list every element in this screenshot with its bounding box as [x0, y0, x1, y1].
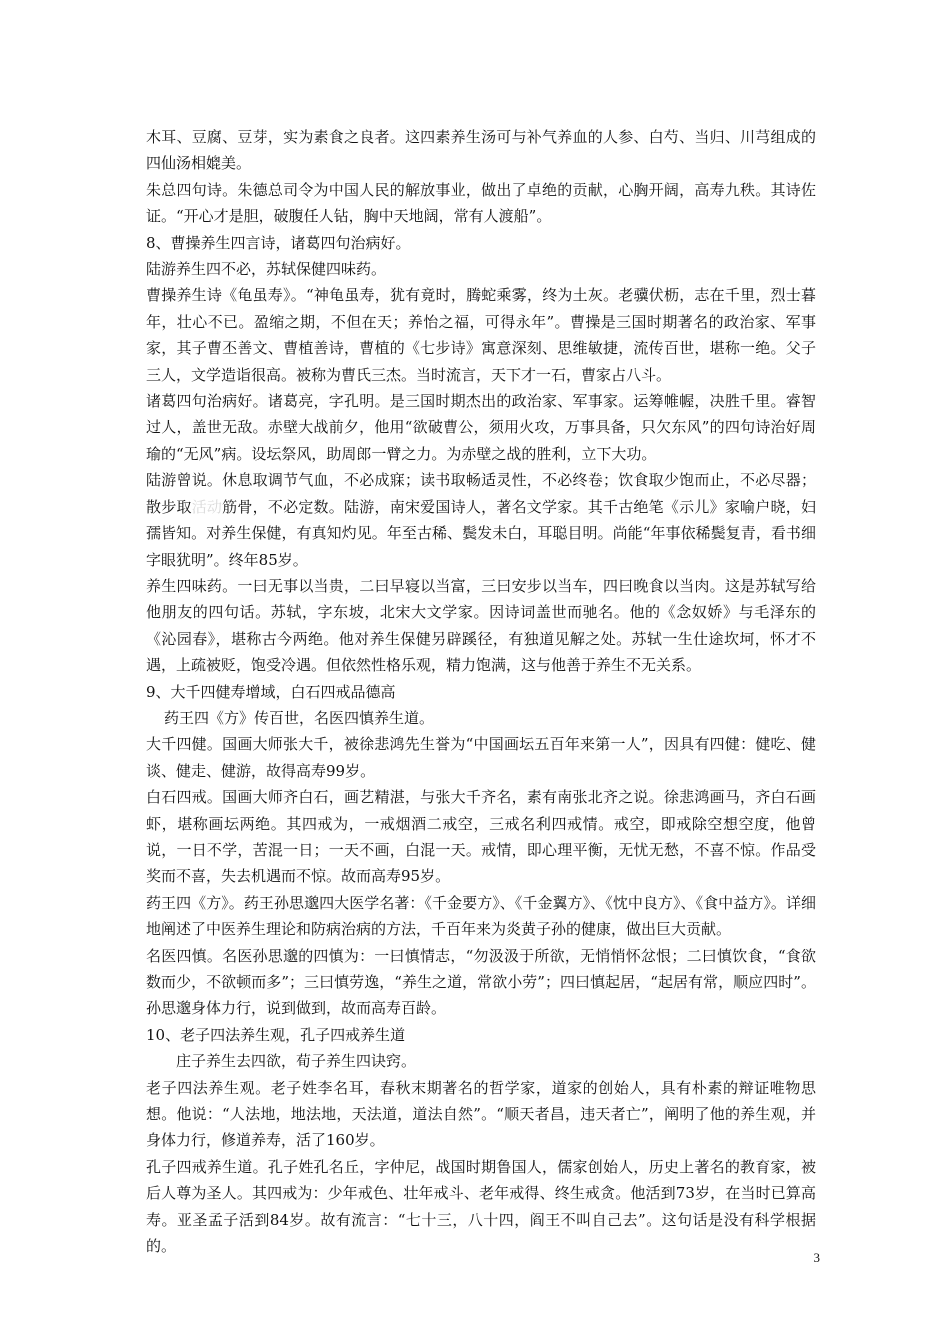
paragraph: 大千四健。国画大师张大千，被徐悲鸿先生誉为“中国画坛五百年来第一人”，因具有四健：健吃、健谈、健走、健游，故得高寿99岁。 — [146, 735, 816, 780]
document-body — [146, 124, 816, 1259]
paragraph-lu-you — [146, 467, 816, 573]
paragraph: 老子四法养生观。老子姓李名耳，春秋末期著名的哲学家，道家的创始人，具有朴素的辩证唯物思想。他说：“人法地，地法地，天法道，道法自然”。“顺天者昌，违天者亡”，阐明了他的养生观，并身体力行，修道养寿，活了160岁。 — [146, 1078, 816, 1150]
paragraph: 朱总四句诗。朱德总司令为中国人民的解放事业，做出了卓绝的贡献，心胸开阔，高寿九秩。其诗佐证。“开心才是胆，破腹任人钻，胸中天地阔，常有人渡船”。 — [146, 180, 816, 226]
section-heading: 9、大千四健寿增域，白石四戒品德高 — [146, 682, 396, 701]
page-number: 3 — [813, 1250, 820, 1265]
section-subheading: 药王四《方》传百世，名医四慎养生道。 — [164, 708, 435, 727]
paragraph: 曹操养生诗《龟虽寿》。“神龟虽寿，犹有竟时，腾蛇乘雾，终为土灰。老骥伏枥，志在千里，烈士暮年，壮心不已。盈缩之期，不但在天；养怡之福，可得永年”。曹操是三国时期著名的政治家、军事家，其子曹丕善文、曹植善诗，曹植的《七步诗》寓意深刻、思维敏捷，流传百世，堪称一绝。父子三人，文学造诣很高。被称为曹氏三杰。当时流言，天下才一石，曹家占八斗。 — [146, 286, 816, 384]
section-heading: 10、老子四法养生观，孔子四戒养生道 — [146, 1025, 406, 1044]
paragraph: 药王四《方》。药王孙思邈四大医学名著：《千金要方》、《千金翼方》、《忱中良方》、《食中益方》。详细地阐述了中医养生理论和防病治病的方法，千百年来为炎黄子孙的健康，做出巨大贡献。 — [146, 893, 816, 939]
watermark-text: 活动 — [191, 497, 223, 516]
paragraph: 木耳、豆腐、豆芽，实为素食之良者。这四素养生汤可与补气养血的人参、白芍、当归、川芎组成的四仙汤相媲美。 — [146, 128, 816, 173]
paragraph: 孔子四戒养生道。孔子姓孔名丘，字仲尼，战国时期鲁国人，儒家创始人，历史上著名的教育家，被后人尊为圣人。其四戒为：少年戒色、壮年戒斗、老年戒得、终生戒贪。他活到73岁，在当时已算高寿。亚圣孟子活到84岁。故有流言：“七十三，八十四，阎王不叫自己去”。这句话是没有科学根据的。 — [146, 1157, 816, 1256]
paragraph: 养生四味药。一曰无事以当贵，二曰早寝以当富，三曰安步以当车，四曰晚食以当肉。这是苏轼写给他朋友的四句话。苏轼，字东坡，北宋大文学家。因诗词盖世而驰名。他的《念奴娇》与毛泽东的《沁园春》，堪称古今两绝。他对养生保健另辟蹊径，有独道见解之处。苏轼一生仕途坎坷，怀才不遇，上疏被贬，饱受冷遇。但依然性格乐观，精力饱满，这与他善于养生不无关系。 — [146, 576, 816, 675]
section-heading: 8、曹操养生四言诗，诸葛四句治病好。 — [146, 233, 411, 252]
section-subheading: 陆游养生四不必，苏轼保健四味药。 — [146, 260, 387, 279]
text-run: 筋骨，不必定数。陆游，南宋爱国诗人，著名文学家。其千古绝笔《示儿》家喻户晓，妇孺皆知。对养生保健，有真知灼见。年至古稀、鬓发未白，耳聪目明。尚能“年事依稀鬓复青，看书细字眼犹明”。终年85岁。 — [146, 497, 816, 569]
paragraph: 白石四戒。国画大师齐白石，画艺精湛，与张大千齐名，素有南张北齐之说。徐悲鸿画马，齐白石画虾，堪称画坛两绝。其四戒为，一戒烟酒二戒空，三戒名利四戒情。戒空，即戒除空想空度，他曾说，一日不学，苦混一日；一天不画，白混一天。戒情，即心理平衡，无忧无愁，不喜不惊。作品受奖而不喜，失去机遇而不惊。故而高寿95岁。 — [146, 788, 816, 886]
paragraph: 名医四慎。名医孙思邈的四慎为：一曰慎情志，“勿汲汲于所欲，无悄悄怀忿恨；二曰慎饮食，“食欲数而少，不欲顿而多”；三曰慎劳逸，“养生之道，常欲小劳”；四曰慎起居，“起居有常，顺应四时”。孙思邈身体力行，说到做到，故而高寿百龄。 — [146, 946, 816, 1018]
section-subheading: 庄子养生去四欲，荀子养生四诀窍。 — [176, 1052, 417, 1071]
paragraph: 诸葛四句治病好。诸葛亮，字孔明。是三国时期杰出的政治家、军事家。运筹帷幄，决胜千里。睿智过人，盖世无敌。赤壁大战前夕，他用“欲破曹公，须用火攻，万事具备，只欠东风”的四句诗治好周瑜的“无风”病。设坛祭风，助周郎一臂之力。为赤壁之战的胜利，立下大功。 — [146, 392, 816, 463]
text-run: 陆游曾说。休息取调节气血，不必成寐；读书取畅适灵性，不必终卷；饮食取少饱而止，不必尽器；散步取 — [146, 471, 816, 516]
